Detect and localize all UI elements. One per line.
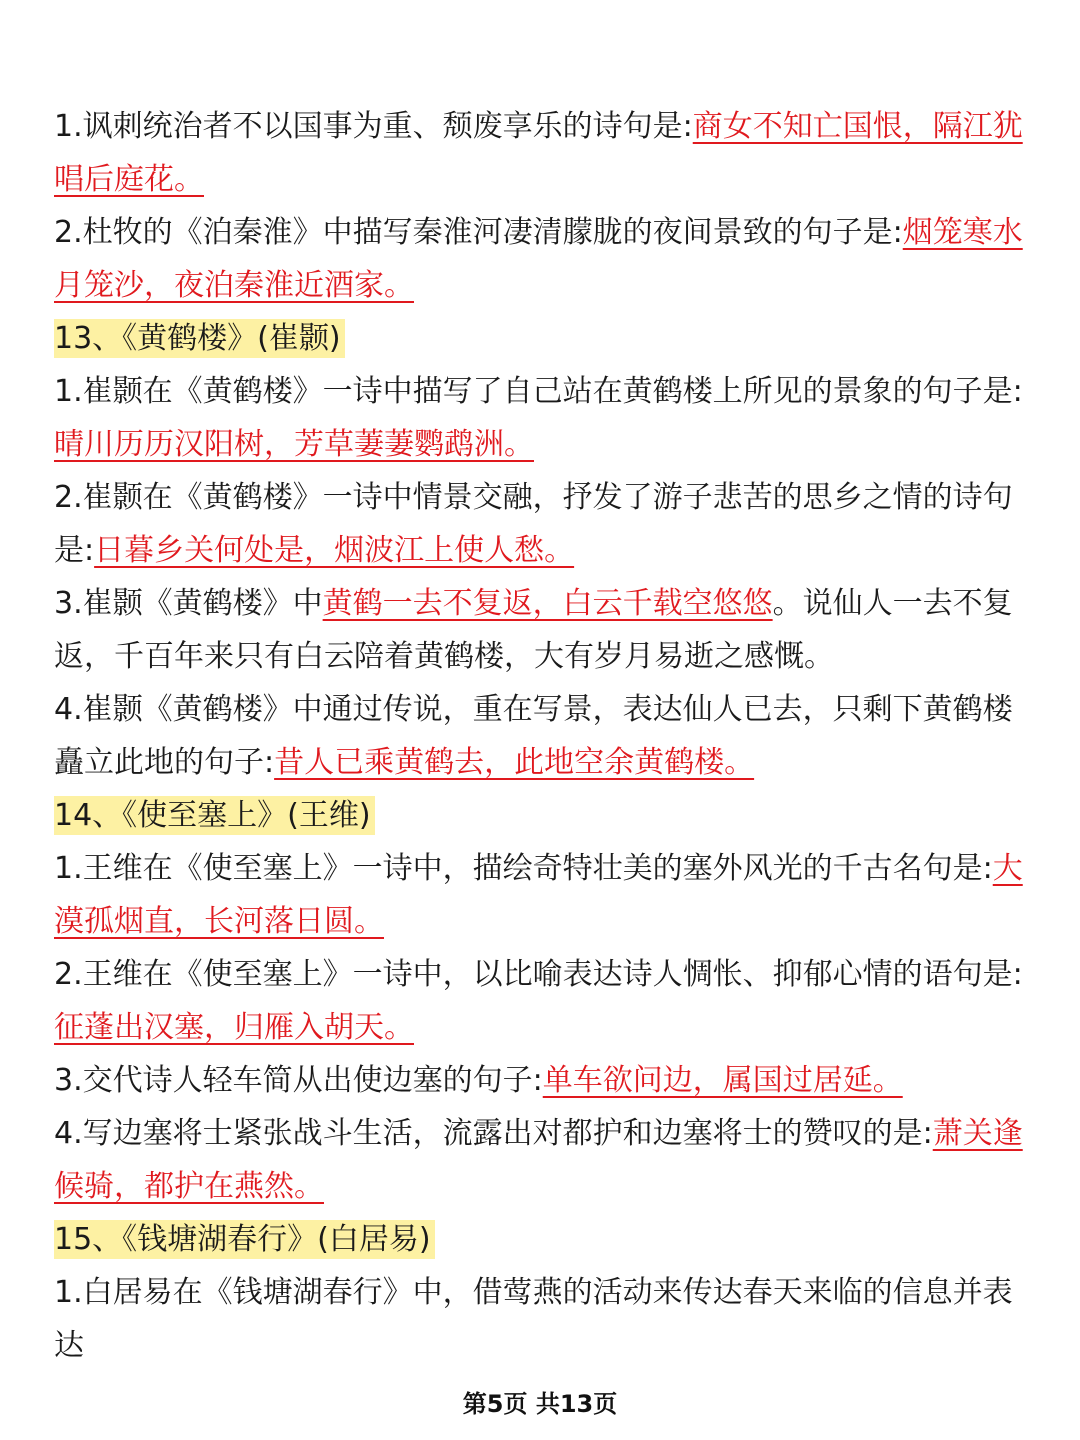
page-footer: 第5页 共13页: [462, 1390, 618, 1418]
answer-text: 日暮乡关何处是，烟波江上使人愁。: [94, 533, 575, 568]
paragraph-13-2: [54, 471, 1029, 577]
paragraph-2: [54, 206, 1029, 312]
section-heading-14: [54, 789, 1029, 842]
answer-text: 萧关逢候骑，都护在燕然。: [54, 1116, 1023, 1204]
paragraph-14-2: [54, 948, 1029, 1054]
question-text: 2.王维在《使至塞上》一诗中，以比喻表达诗人惆怅、抑郁心情的语句是:: [54, 957, 1023, 992]
paragraph-14-1: [54, 842, 1029, 948]
answer-text: 黄鹤一去不复返，白云千载空悠悠: [322, 586, 773, 621]
section-heading-13: [54, 312, 1029, 365]
question-text: 3.崔颢《黄鹤楼》中: [54, 586, 323, 621]
document-body: [54, 100, 1029, 1372]
paragraph-13-1: [54, 365, 1029, 471]
paragraph-13-4: [54, 683, 1029, 789]
question-text: 1.崔颢在《黄鹤楼》一诗中描写了自己站在黄鹤楼上所见的景象的句子是:: [54, 374, 1023, 409]
answer-text: 大漠孤烟直，长河落日圆。: [54, 851, 1023, 939]
answer-text: 昔人已乘黄鹤去，此地空余黄鹤楼。: [274, 745, 755, 780]
answer-text: 单车欲问边，属国过居延。: [542, 1063, 903, 1098]
section-title: 14、《使至塞上》(王维): [54, 796, 375, 835]
answer-text: 征蓬出汉塞，归雁入胡天。: [54, 1010, 414, 1045]
paragraph-14-3: [54, 1054, 1029, 1107]
question-text: 3.交代诗人轻车简从出使边塞的句子:: [54, 1063, 543, 1098]
section-title: 13、《黄鹤楼》(崔颢): [54, 319, 345, 358]
question-text: 4.写边塞将士紧张战斗生活，流露出对都护和边塞将士的赞叹的是:: [54, 1116, 933, 1151]
explanation-text: 。说仙人一去不复返，千百年来只有白云陪着黄鹤楼，大有岁月易逝之感慨。: [54, 586, 1013, 674]
answer-text: 商女不知亡国恨，隔江犹唱后庭花。: [54, 109, 1023, 197]
question-text: 2.杜牧的《泊秦淮》中描写秦淮河凄清朦胧的夜间景致的句子是:: [54, 215, 903, 250]
paragraph-14-4: [54, 1107, 1029, 1213]
question-text: 2.崔颢在《黄鹤楼》一诗中情景交融，抒发了游子悲苦的思乡之情的诗句是:: [54, 480, 1013, 568]
question-text: 1.讽刺统治者不以国事为重、颓废享乐的诗句是:: [54, 109, 693, 144]
paragraph-13-3: [54, 577, 1029, 683]
answer-text: 晴川历历汉阳树，芳草萋萋鹦鹉洲。: [54, 427, 534, 462]
section-heading-15: [54, 1213, 1029, 1266]
answer-text: 烟笼寒水月笼沙，夜泊秦淮近酒家。: [54, 215, 1023, 303]
question-text: 4.崔颢《黄鹤楼》中通过传说，重在写景，表达仙人已去，只剩下黄鹤楼矗立此地的句子:: [54, 692, 1013, 780]
paragraph-1: [54, 100, 1029, 206]
section-title: 15、《钱塘湖春行》(白居易): [54, 1220, 435, 1259]
question-text: 1.白居易在《钱塘湖春行》中，借莺燕的活动来传达春天来临的信息并表达: [54, 1275, 1013, 1363]
paragraph-15-1: [54, 1266, 1029, 1372]
question-text: 1.王维在《使至塞上》一诗中，描绘奇特壮美的塞外风光的千古名句是:: [54, 851, 993, 886]
